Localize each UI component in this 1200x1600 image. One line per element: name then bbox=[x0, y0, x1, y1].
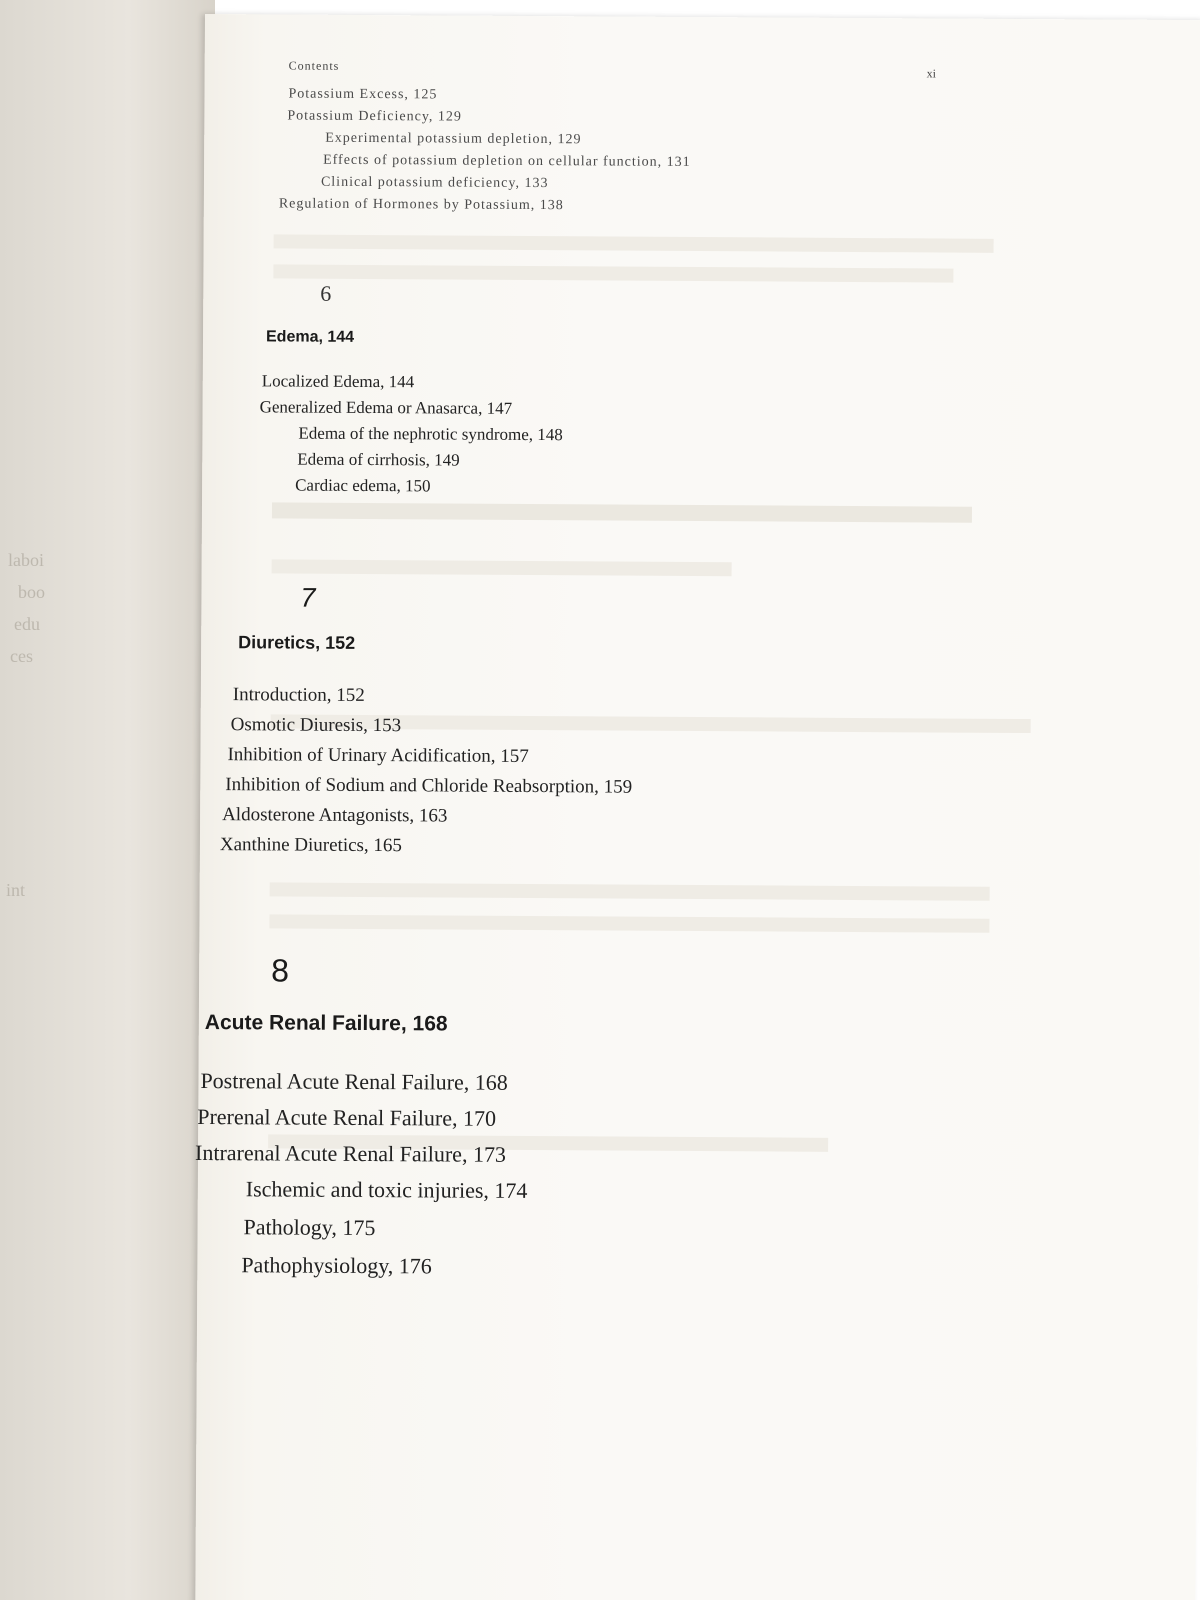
chapter-number: 8 bbox=[271, 952, 290, 989]
toc-entry: Regulation of Hormones by Potassium, 138 bbox=[278, 196, 564, 214]
toc-entry: Introduction, 152 bbox=[232, 684, 365, 706]
page-number: xi bbox=[926, 66, 937, 81]
toc-entry: Potassium Deficiency, 129 bbox=[287, 108, 462, 125]
bleed-through-text: int bbox=[6, 880, 26, 900]
show-through-text bbox=[272, 502, 972, 522]
bleed-through-text: ces bbox=[10, 646, 33, 666]
show-through-text bbox=[274, 234, 994, 252]
bleed-through-text: boo bbox=[18, 582, 45, 602]
toc-entry: Postrenal Acute Renal Failure, 168 bbox=[200, 1067, 508, 1095]
toc-entry: Aldosterone Antagonists, 163 bbox=[222, 804, 448, 827]
chapter-number: 7 bbox=[300, 582, 316, 613]
toc-subentry: Pathophysiology, 176 bbox=[241, 1252, 432, 1279]
chapter-title: Diuretics, 152 bbox=[238, 632, 356, 653]
toc-entry: Localized Edema, 144 bbox=[261, 371, 415, 392]
book-page bbox=[195, 14, 1200, 1600]
chapter-number: 6 bbox=[320, 280, 332, 306]
toc-entry: Xanthine Diuretics, 165 bbox=[219, 834, 403, 857]
toc-entry: Inhibition of Sodium and Chloride Reabsorption, 159 bbox=[225, 774, 633, 798]
toc-subentry: Cardiac edema, 150 bbox=[295, 475, 431, 496]
toc-entry: Intrarenal Acute Renal Failure, 173 bbox=[194, 1139, 507, 1167]
toc-entry: Potassium Excess, 125 bbox=[288, 86, 438, 103]
bleed-through-text: laboi bbox=[8, 550, 44, 570]
toc-subentry: Edema of the nephrotic syndrome, 148 bbox=[298, 423, 563, 445]
chapter-title: Edema, 144 bbox=[265, 328, 355, 346]
toc-subentry: Clinical potassium deficiency, 133 bbox=[320, 174, 549, 192]
running-header: Contents bbox=[288, 58, 340, 73]
show-through-text bbox=[272, 559, 732, 576]
toc-entry: Osmotic Diuresis, 153 bbox=[230, 714, 402, 737]
show-through-text bbox=[270, 882, 990, 900]
toc-entry: Inhibition of Urinary Acidification, 157 bbox=[227, 744, 529, 767]
toc-entry: Generalized Edema or Anasarca, 147 bbox=[259, 397, 513, 418]
toc-entry: Prerenal Acute Renal Failure, 170 bbox=[197, 1103, 497, 1131]
toc-subentry: Effects of potassium depletion on cellular function, 131 bbox=[323, 152, 691, 170]
show-through-text bbox=[269, 914, 989, 932]
toc-subentry: Edema of cirrhosis, 149 bbox=[297, 449, 460, 470]
toc-subentry: Experimental potassium depletion, 129 bbox=[325, 130, 582, 148]
show-through-text bbox=[273, 264, 953, 282]
toc-subentry: Pathology, 175 bbox=[243, 1214, 376, 1241]
bleed-through-text: edu bbox=[14, 614, 40, 634]
facing-page bbox=[0, 0, 215, 1600]
chapter-title: Acute Renal Failure, 168 bbox=[204, 1011, 448, 1036]
toc-subentry: Ischemic and toxic injuries, 174 bbox=[245, 1176, 528, 1203]
